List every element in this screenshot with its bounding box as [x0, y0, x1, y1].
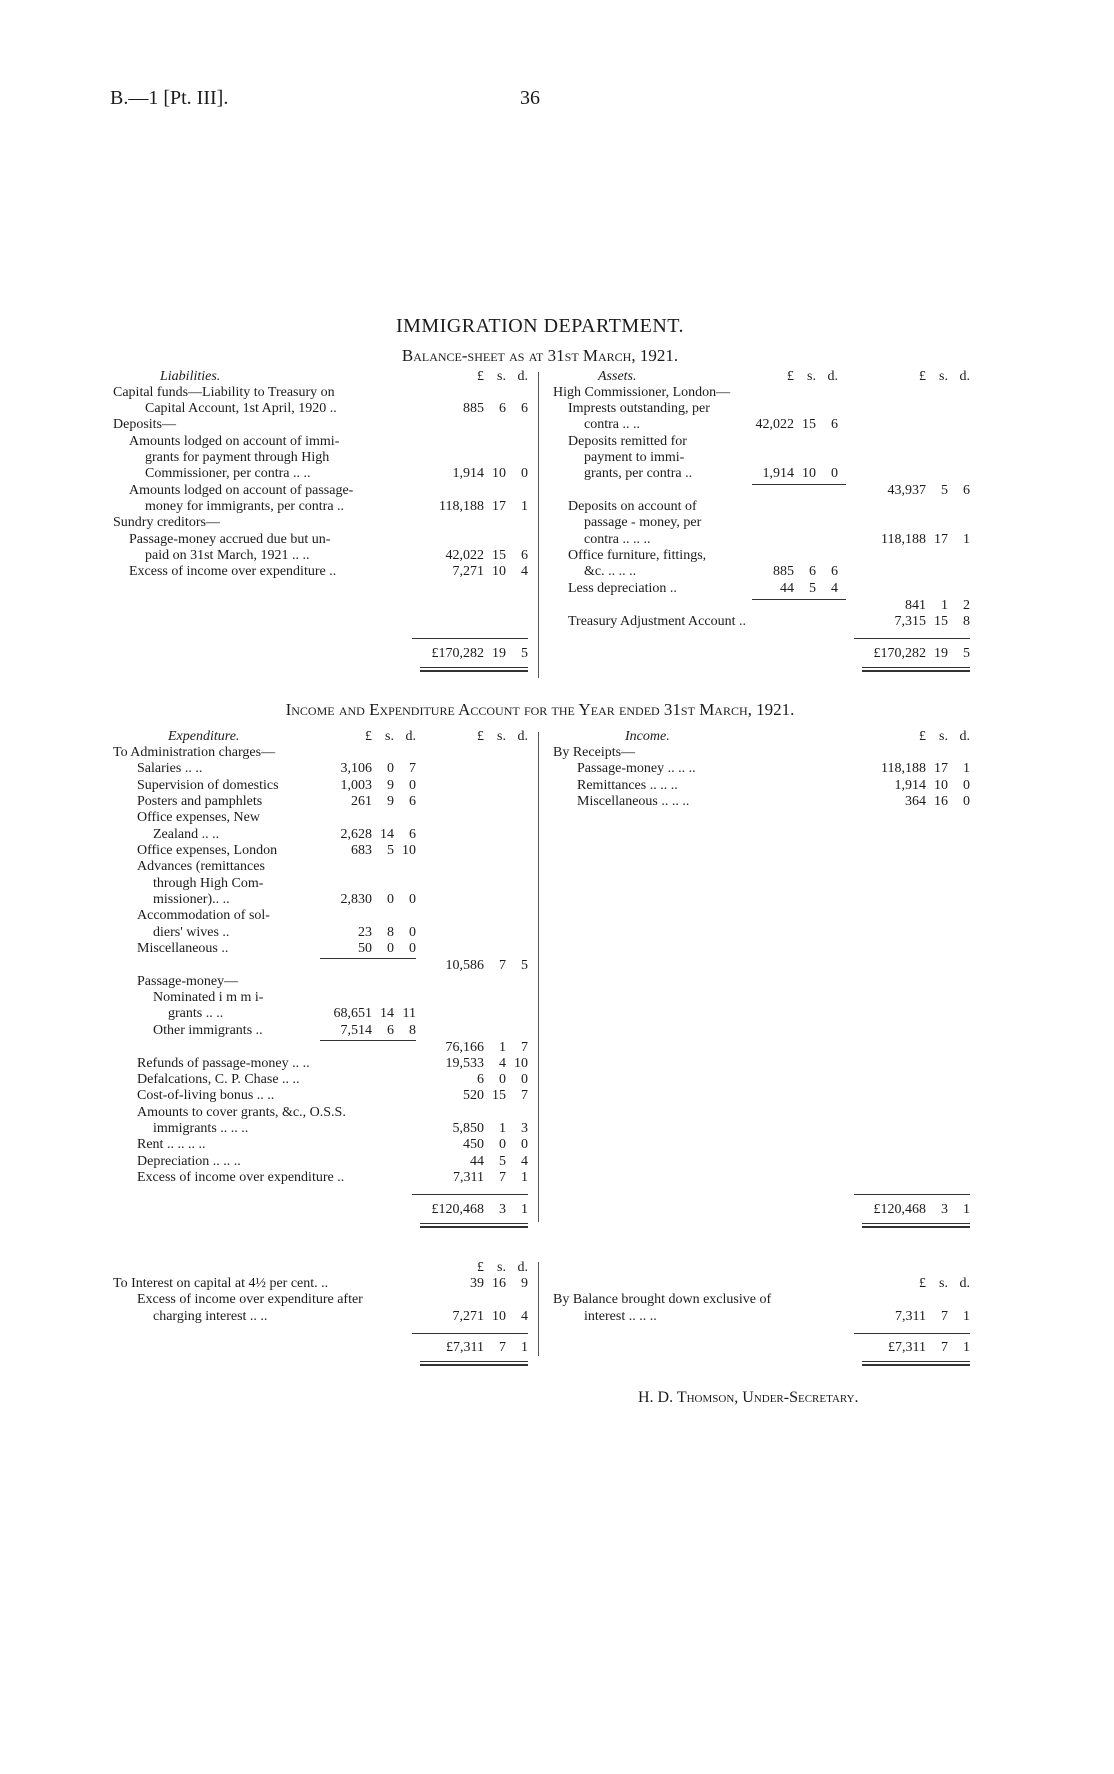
- rule: [862, 1364, 970, 1366]
- rule: [320, 1040, 416, 1041]
- rule: [320, 958, 416, 959]
- interest-right-col-header: £ s. d.: [919, 1276, 970, 1291]
- exp-line: Depreciation .. .. ..: [137, 1154, 241, 1169]
- exp-line: through High Com-: [153, 876, 264, 891]
- exp-outer-amount: 5,850 1 3: [452, 1121, 528, 1136]
- interest-left-amount: 7,271 10 4: [452, 1309, 528, 1324]
- rule: [420, 1223, 528, 1224]
- exp-line: Other immigrants ..: [153, 1023, 263, 1038]
- asset-line: Imprests outstanding, per: [568, 401, 710, 416]
- exp-line: Nominated i m m i-: [153, 990, 264, 1005]
- income-heading: Income.: [625, 729, 670, 744]
- asset-line: grants, per contra ..: [584, 466, 693, 481]
- rule: [854, 1333, 970, 1334]
- exp-total: £120,468 3 1: [431, 1202, 528, 1217]
- liab-total: £170,282 19 5: [431, 646, 528, 661]
- exp-inner-amount: 50 0 0: [358, 941, 416, 956]
- liab-line: grants for payment through High: [145, 450, 330, 465]
- liab-amount: 42,022 15 6: [445, 548, 528, 563]
- inc-total: £120,468 3 1: [873, 1202, 970, 1217]
- exp-outer-amount: 10,586 7 5: [445, 958, 528, 973]
- asset-outer-amount: 118,188 17 1: [881, 532, 970, 547]
- inc-amount: 364 16 0: [905, 794, 970, 809]
- interest-left-line: charging interest .. ..: [153, 1309, 268, 1324]
- exp-outer-amount: 7,311 7 1: [453, 1170, 528, 1185]
- asset-line: contra .. ..: [584, 417, 640, 432]
- liab-line: Capital funds—Liability to Treasury on: [113, 385, 335, 400]
- page-number: 36: [520, 87, 540, 109]
- asset-line: Office furniture, fittings,: [568, 548, 707, 563]
- exp-inner-amount: 3,106 0 7: [340, 761, 416, 776]
- asset-line: Deposits remitted for: [568, 434, 687, 449]
- rule: [862, 670, 970, 672]
- liab-line: Sundry creditors—: [113, 515, 220, 530]
- exp-line: Supervision of domestics: [137, 778, 279, 793]
- interest-divider: [538, 1262, 539, 1356]
- liab-amount: 7,271 10 4: [452, 564, 528, 579]
- exp-inner-amount: 2,628 14 6: [340, 827, 416, 842]
- inc-line: Remittances .. .. ..: [577, 778, 678, 793]
- asset-inner-col-header: £ s. d.: [787, 369, 838, 384]
- liab-amount: 1,914 10 0: [452, 466, 528, 481]
- exp-line: Miscellaneous ..: [137, 941, 229, 956]
- exp-line: Office expenses, New: [137, 810, 260, 825]
- liab-line: Capital Account, 1st April, 1920 ..: [145, 401, 337, 416]
- exp-line: missioner).. ..: [153, 892, 230, 907]
- exp-inner-amount: 68,651 14 11: [333, 1006, 416, 1021]
- interest-right-amount: 7,311 7 1: [895, 1309, 970, 1324]
- interest-left-total: £7,311 7 1: [446, 1340, 528, 1355]
- exp-outer-amount: 76,166 1 7: [445, 1040, 528, 1055]
- asset-inner-amount: 44 5 4: [780, 581, 838, 596]
- liab-line: Passage-money accrued due but un-: [129, 532, 331, 547]
- exp-line: immigrants .. .. ..: [153, 1121, 249, 1136]
- interest-left-col-header: £ s. d.: [477, 1260, 528, 1275]
- inc-amount: 118,188 17 1: [881, 761, 970, 776]
- liab-amount: 885 6 6: [463, 401, 528, 416]
- exp-inner-amount: 2,830 0 0: [340, 892, 416, 907]
- liab-line: Excess of income over expenditure ..: [129, 564, 337, 579]
- exp-line: Zealand .. ..: [153, 827, 220, 842]
- exp-line: Office expenses, London: [137, 843, 278, 858]
- interest-right-total: £7,311 7 1: [888, 1340, 970, 1355]
- liab-line: paid on 31st March, 1921 .. ..: [145, 548, 310, 563]
- asset-line: Deposits on account of: [568, 499, 697, 514]
- expenditure-heading: Expenditure.: [168, 729, 240, 744]
- exp-line: Excess of income over expenditure ..: [137, 1170, 345, 1185]
- interest-right-line: interest .. .. ..: [584, 1309, 657, 1324]
- exp-line: Posters and pamphlets: [137, 794, 263, 809]
- interest-left-line: Excess of income over expenditure after: [137, 1292, 363, 1307]
- exp-inner-col-header: £ s. d.: [365, 729, 416, 744]
- rule: [854, 638, 970, 639]
- exp-outer-col-header: £ s. d.: [477, 729, 528, 744]
- exp-line: To Administration charges—: [113, 745, 276, 760]
- inc-line: Miscellaneous .. .. ..: [577, 794, 690, 809]
- rule: [752, 484, 846, 485]
- liab-line: Commissioner, per contra .. ..: [145, 466, 311, 481]
- department-title: IMMIGRATION DEPARTMENT.: [395, 315, 685, 337]
- asset-line: payment to immi-: [584, 450, 685, 465]
- interest-left-amount: 39 16 9: [470, 1276, 528, 1291]
- rule: [862, 667, 970, 668]
- exp-inner-amount: 683 5 10: [351, 843, 416, 858]
- asset-total: £170,282 19 5: [873, 646, 970, 661]
- asset-line: contra .. .. ..: [584, 532, 651, 547]
- liab-line: Deposits—: [113, 417, 176, 432]
- asset-inner-amount: 1,914 10 0: [762, 466, 838, 481]
- exp-line: diers' wives ..: [153, 925, 230, 940]
- asset-line: Treasury Adjustment Account ..: [568, 614, 746, 629]
- rule: [412, 1333, 528, 1334]
- signature: H. D. Thomson, Under-Secretary.: [638, 1389, 859, 1406]
- exp-outer-amount: 44 5 4: [470, 1154, 528, 1169]
- interest-left-line: To Interest on capital at 4½ per cent. ..: [113, 1276, 329, 1291]
- income-expenditure-title: Income and Expenditure Account for the Year ended 31st March, 1921.: [285, 700, 795, 719]
- liab-line: Amounts lodged on account of passage-: [129, 483, 354, 498]
- asset-line: &c. .. .. ..: [584, 564, 637, 579]
- inc-line: By Receipts—: [553, 745, 636, 760]
- liab-col-header: £ s. d.: [477, 369, 528, 384]
- rule: [752, 599, 846, 600]
- asset-line: Less depreciation ..: [568, 581, 677, 596]
- rule: [412, 1194, 528, 1195]
- rule: [420, 1361, 528, 1362]
- exp-line: Advances (remittances: [137, 859, 265, 874]
- liabilities-heading: Liabilities.: [160, 369, 221, 384]
- exp-line: Defalcations, C. P. Chase .. ..: [137, 1072, 300, 1087]
- asset-outer-amount: 43,937 5 6: [887, 483, 970, 498]
- rule: [420, 1226, 528, 1228]
- exp-line: Accommodation of sol-: [137, 908, 270, 923]
- rule: [420, 670, 528, 672]
- liab-amount: 118,188 17 1: [439, 499, 528, 514]
- page-reference: B.—1 [Pt. III].: [110, 87, 229, 109]
- inc-amount: 1,914 10 0: [894, 778, 970, 793]
- asset-line: passage - money, per: [584, 515, 702, 530]
- exp-line: Salaries .. ..: [137, 761, 203, 776]
- exp-line: grants .. ..: [168, 1006, 224, 1021]
- rule: [862, 1361, 970, 1362]
- income-divider: [538, 732, 539, 1222]
- inc-line: Passage-money .. .. ..: [577, 761, 696, 776]
- asset-outer-amount: 841 1 2: [905, 598, 970, 613]
- rule: [412, 638, 528, 639]
- exp-inner-amount: 7,514 6 8: [340, 1023, 416, 1038]
- rule: [420, 667, 528, 668]
- exp-line: Refunds of passage-money .. ..: [137, 1056, 310, 1071]
- exp-outer-amount: 19,533 4 10: [445, 1056, 528, 1071]
- exp-inner-amount: 261 9 6: [351, 794, 416, 809]
- exp-inner-amount: 1,003 9 0: [340, 778, 416, 793]
- rule: [862, 1226, 970, 1228]
- balance-sheet-title: Balance-sheet as at 31st March, 1921.: [401, 346, 679, 365]
- exp-outer-amount: 6 0 0: [477, 1072, 528, 1087]
- exp-outer-amount: 450 0 0: [463, 1137, 528, 1152]
- asset-outer-col-header: £ s. d.: [919, 369, 970, 384]
- exp-line: Amounts to cover grants, &c., O.S.S.: [137, 1105, 346, 1120]
- exp-outer-amount: 520 15 7: [463, 1088, 528, 1103]
- rule: [854, 1194, 970, 1195]
- liab-line: money for immigrants, per contra ..: [145, 499, 345, 514]
- exp-line: Rent .. .. .. ..: [137, 1137, 206, 1152]
- interest-right-line: By Balance brought down exclusive of: [553, 1292, 772, 1307]
- rule: [862, 1223, 970, 1224]
- asset-outer-amount: 7,315 15 8: [894, 614, 970, 629]
- exp-inner-amount: 23 8 0: [358, 925, 416, 940]
- assets-heading: Assets.: [598, 369, 637, 384]
- exp-line: Cost-of-living bonus .. ..: [137, 1088, 275, 1103]
- exp-line: Passage-money—: [137, 974, 239, 989]
- asset-line: High Commissioner, London—: [553, 385, 731, 400]
- inc-col-header: £ s. d.: [919, 729, 970, 744]
- balance-divider: [538, 372, 539, 678]
- liab-line: Amounts lodged on account of immi-: [129, 434, 340, 449]
- asset-inner-amount: 42,022 15 6: [755, 417, 838, 432]
- rule: [420, 1364, 528, 1366]
- asset-inner-amount: 885 6 6: [773, 564, 838, 579]
